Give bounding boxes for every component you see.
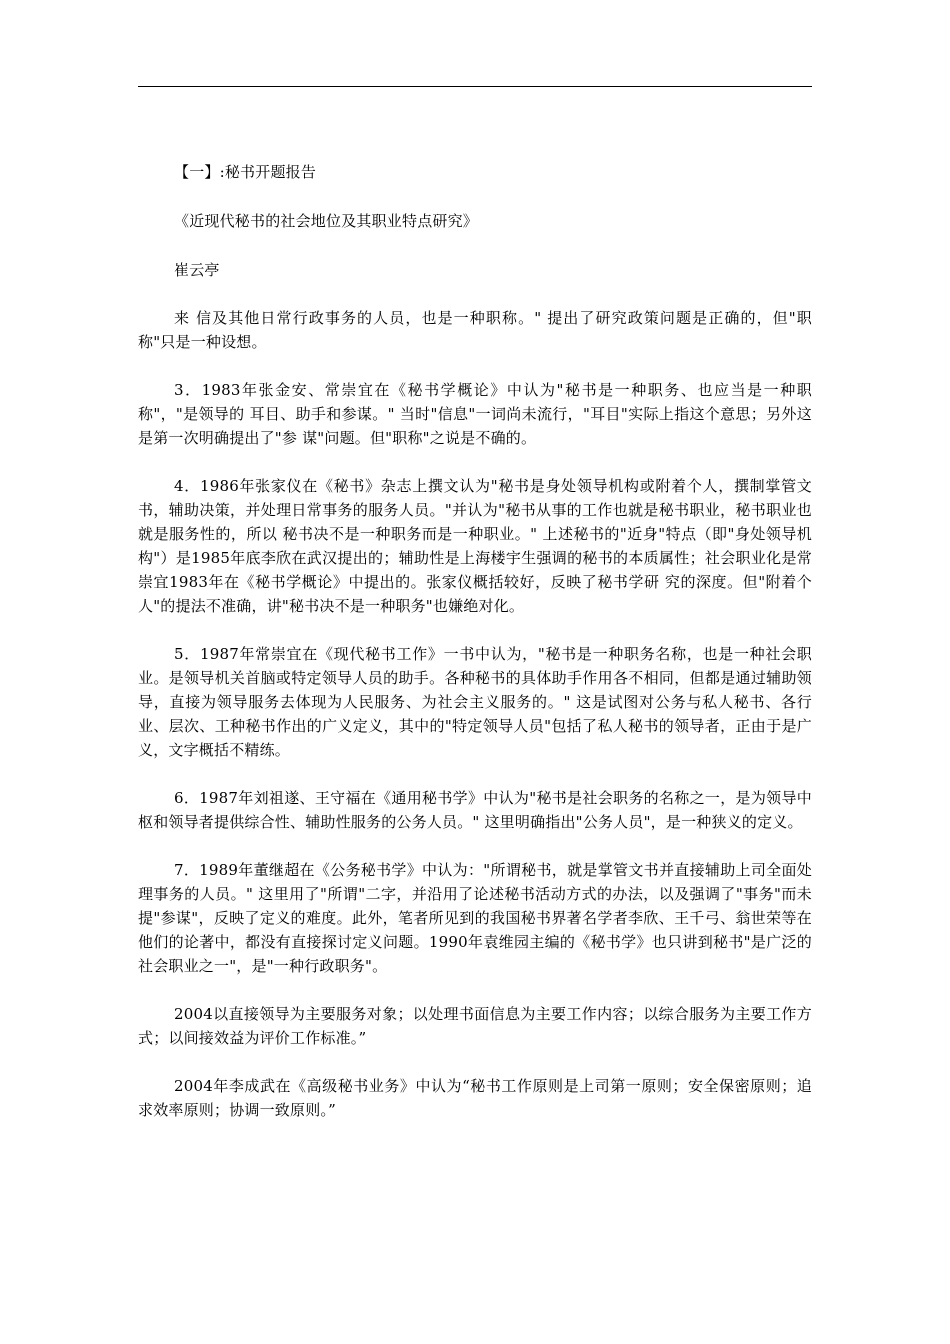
document-body <box>138 160 812 1146</box>
paragraph: 5．1987年常崇宜在《现代秘书工作》一书中认为，"秘书是一种职务名称，也是一种社会职业。是领导机关首脑或特定领导人员的助手。各种秘书的具体助手作用各不相同，但都是通过辅助领导，直接为领导服务去体现为人民服务、为社会主义服务的。" 这是试图对公务与私人秘书、各行业、层次、工种秘书作出的广义定义，其中的"特定领导人员"包括了私人秘书的领导者，正由于是广义，文字概括不精练。 <box>138 645 812 759</box>
paragraph: 4．1986年张家仪在《秘书》杂志上撰文认为"秘书是身处领导机构或附着个人，撰制掌管文书，辅助决策，并处理日常事务的服务人员。"并认为"秘书从事的工作也就是秘书职业，秘书职业也就是服务性的，所以 秘书决不是一种职务而是一种职业。" 上述秘书的"近身"特点（即"身处领导机构"）是1985年底李欣在武汉提出的；辅助性是上海楼宇生强调的秘书的本质属性；社会职业化是常崇宜1983年在《秘书学概论》中提出的。张家仪概括较好，反映了秘书学研 究的深度。但"附着个人"的提法不准确，讲"秘书决不是一种职务"也嫌绝对化。 <box>138 477 812 615</box>
section-heading: 【一】:秘书开题报告 <box>174 163 317 181</box>
top-divider <box>138 86 812 87</box>
paragraph: 6．1987年刘祖遂、王守福在《通用秘书学》中认为"秘书是社会职务的名称之一，是为领导中枢和领导者提供综合性、辅助性服务的公务人员。" 这里明确指出"公务人员"，是一种狭义的定义。 <box>138 789 812 831</box>
paragraph: 来 信及其他日常行政事务的人员，也是一种职称。" 提出了研究政策问题是正确的，但"职称"只是一种设想。 <box>138 309 812 351</box>
report-title: 《近现代秘书的社会地位及其职业特点研究》 <box>174 212 479 230</box>
paragraph: 2004年李成武在《高级秘书业务》中认为“秘书工作原则是上司第一原则；安全保密原则；追求效率原则；协调一致原则。” <box>138 1077 812 1119</box>
paragraph: 3．1983年张金安、常崇宜在《秘书学概论》中认为"秘书是一种职务、也应当是一种职称"，"是领导的 耳目、助手和参谋。" 当时"信息"一词尚未流行，"耳目"实际上指这个意思；另外这是第一次明确提出了"参 谋"问题。但"职称"之说是不确的。 <box>138 381 812 447</box>
paragraph: 2004以直接领导为主要服务对象；以处理书面信息为主要工作内容；以综合服务为主要工作方式；以间接效益为评价工作标准。” <box>138 1005 812 1047</box>
author-name: 崔云亭 <box>174 261 220 279</box>
paragraph: 7．1989年董继超在《公务秘书学》中认为："所谓秘书，就是掌管文书并直接辅助上司全面处理事务的人员。" 这里用了"所谓"二字，并沿用了论述秘书活动方式的办法，以及强调了"事务"而未提"参谋"，反映了定义的难度。此外，笔者所见到的我国秘书界著名学者李欣、王千弓、翁世荣等在他们的论著中，都没有直接探讨定义问题。1990年袁维园主编的《秘书学》也只讲到秘书"是广泛的社会职业之一"，是"一种行政职务"。 <box>138 861 812 975</box>
